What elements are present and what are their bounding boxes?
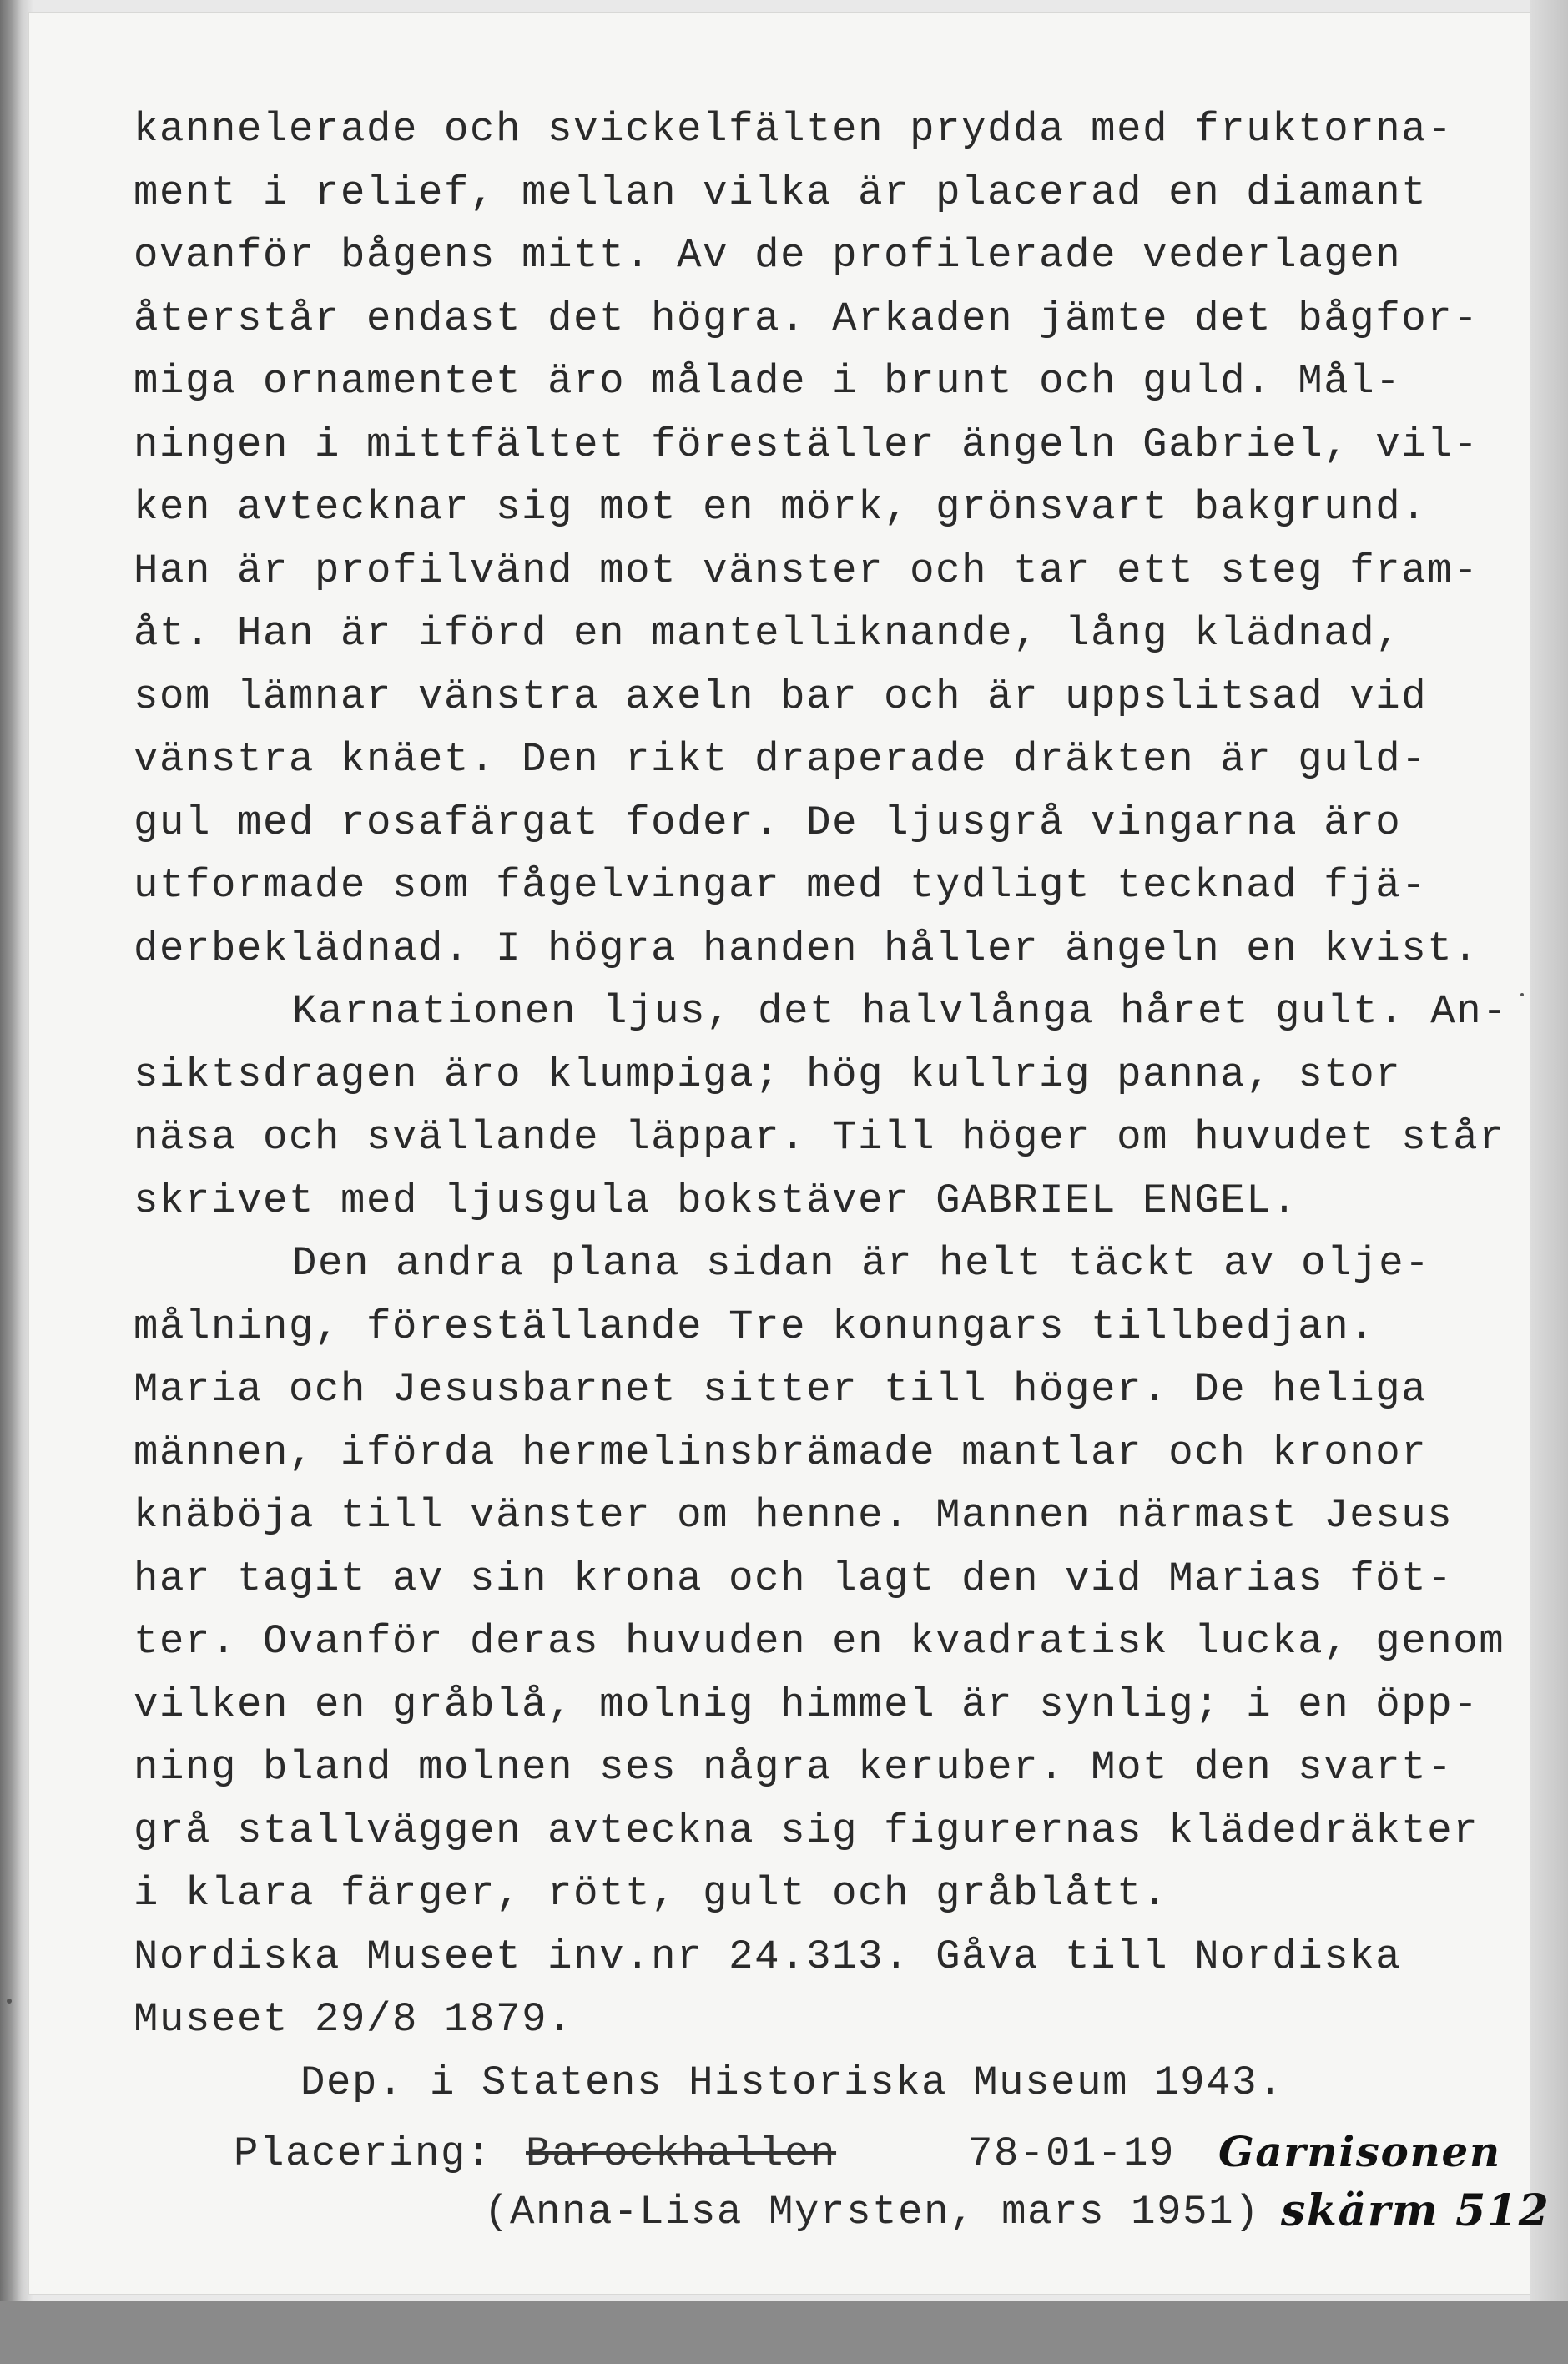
- text-line: ningen i mittfältet föreställer ängeln Gabriel, vil-: [134, 421, 1480, 468]
- text-line: Maria och Jesusbarnet sitter till höger. De heliga: [134, 1366, 1428, 1413]
- text-line: vänstra knäet. Den rikt draperade dräkten är guld-: [134, 736, 1428, 783]
- text-line: ken avtecknar sig mot en mörk, grönsvart bakgrund.: [134, 484, 1428, 531]
- text-line: åt. Han är iförd en mantelliknande, lång klädnad,: [134, 610, 1402, 657]
- text-line: ter. Ovanför deras huvuden en kvadratisk lucka, genom: [134, 1618, 1505, 1665]
- attribution-text: (Anna-Lisa Myrsten, mars 1951): [484, 2189, 1261, 2235]
- placement-label: Placering:: [234, 2130, 493, 2177]
- text-line: miga ornamentet äro målade i brunt och guld. Mål-: [134, 358, 1402, 405]
- card-right-edge: [1530, 0, 1568, 2301]
- text-line: återstår endast det högra. Arkaden jämte det bågfor-: [134, 295, 1480, 342]
- handwritten-note: skärm 512: [1281, 2185, 1550, 2236]
- text-line: i klara färger, rött, gult och gråblått.: [134, 1870, 1169, 1917]
- text-line: skrivet med ljusgula bokstäver GABRIEL ENGEL.: [134, 1177, 1298, 1224]
- margin-speck: [1520, 993, 1524, 996]
- struck-location: Barockhallen: [526, 2130, 837, 2177]
- inventory-line: Nordiska Museet inv.nr 24.313. Gåva till Nordiska: [134, 1933, 1402, 1980]
- text-line: vilken en gråblå, molnig himmel är synlig; i en öpp-: [134, 1681, 1480, 1728]
- text-line: näsa och svällande läppar. Till höger om huvudet står: [134, 1114, 1505, 1161]
- text-line: utformade som fågelvingar med tydligt tecknad fjä-: [134, 862, 1428, 909]
- text-line: som lämnar vänstra axeln bar och är uppslitsad vid: [134, 673, 1428, 720]
- text-line: männen, iförda hermelinsbrämade mantlar och kronor: [134, 1429, 1428, 1476]
- margin-speck: [7, 1999, 12, 2004]
- text-line: kannelerade och svickelfälten prydda med fruktorna-: [134, 106, 1454, 153]
- placement-date: 78-01-19: [968, 2130, 1176, 2177]
- inventory-date-line: Museet 29/8 1879.: [134, 1996, 574, 2043]
- text-line: Han är profilvänd mot vänster och tar ett steg fram-: [134, 547, 1480, 594]
- text-line: har tagit av sin krona och lagt den vid Marias föt-: [134, 1555, 1454, 1602]
- text-line: derbeklädnad. I högra handen håller ängeln en kvist.: [134, 925, 1480, 972]
- text-line: ning bland molnen ses några keruber. Mot den svart-: [134, 1744, 1454, 1791]
- text-line: ment i relief, mellan vilka är placerad en diamant: [134, 169, 1428, 216]
- text-line: målning, föreställande Tre konungars tillbedjan.: [134, 1303, 1376, 1350]
- deposit-line: Dep. i Statens Historiska Museum 1943.: [300, 2059, 1284, 2106]
- text-line: ovanför bågens mitt. Av de profilerade vederlagen: [134, 232, 1402, 279]
- text-line: knäböja till vänster om henne. Mannen närmast Jesus: [134, 1492, 1454, 1539]
- typed-description: [134, 98, 1519, 2114]
- handwritten-location: Garnisonen: [1218, 2127, 1501, 2176]
- text-line: grå stallväggen avteckna sig figurernas klädedräkter: [134, 1807, 1480, 1854]
- attribution-row: [484, 2185, 1550, 2256]
- text-line: siktsdragen äro klumpiga; hög kullrig panna, stor: [134, 1051, 1402, 1098]
- text-line: Den andra plana sidan är helt täckt av olje-: [292, 1240, 1431, 1287]
- text-line: gul med rosafärgat foder. De ljusgrå vingarna äro: [134, 799, 1402, 846]
- text-line: Karnationen ljus, det halvlånga håret gult. An-: [292, 988, 1509, 1035]
